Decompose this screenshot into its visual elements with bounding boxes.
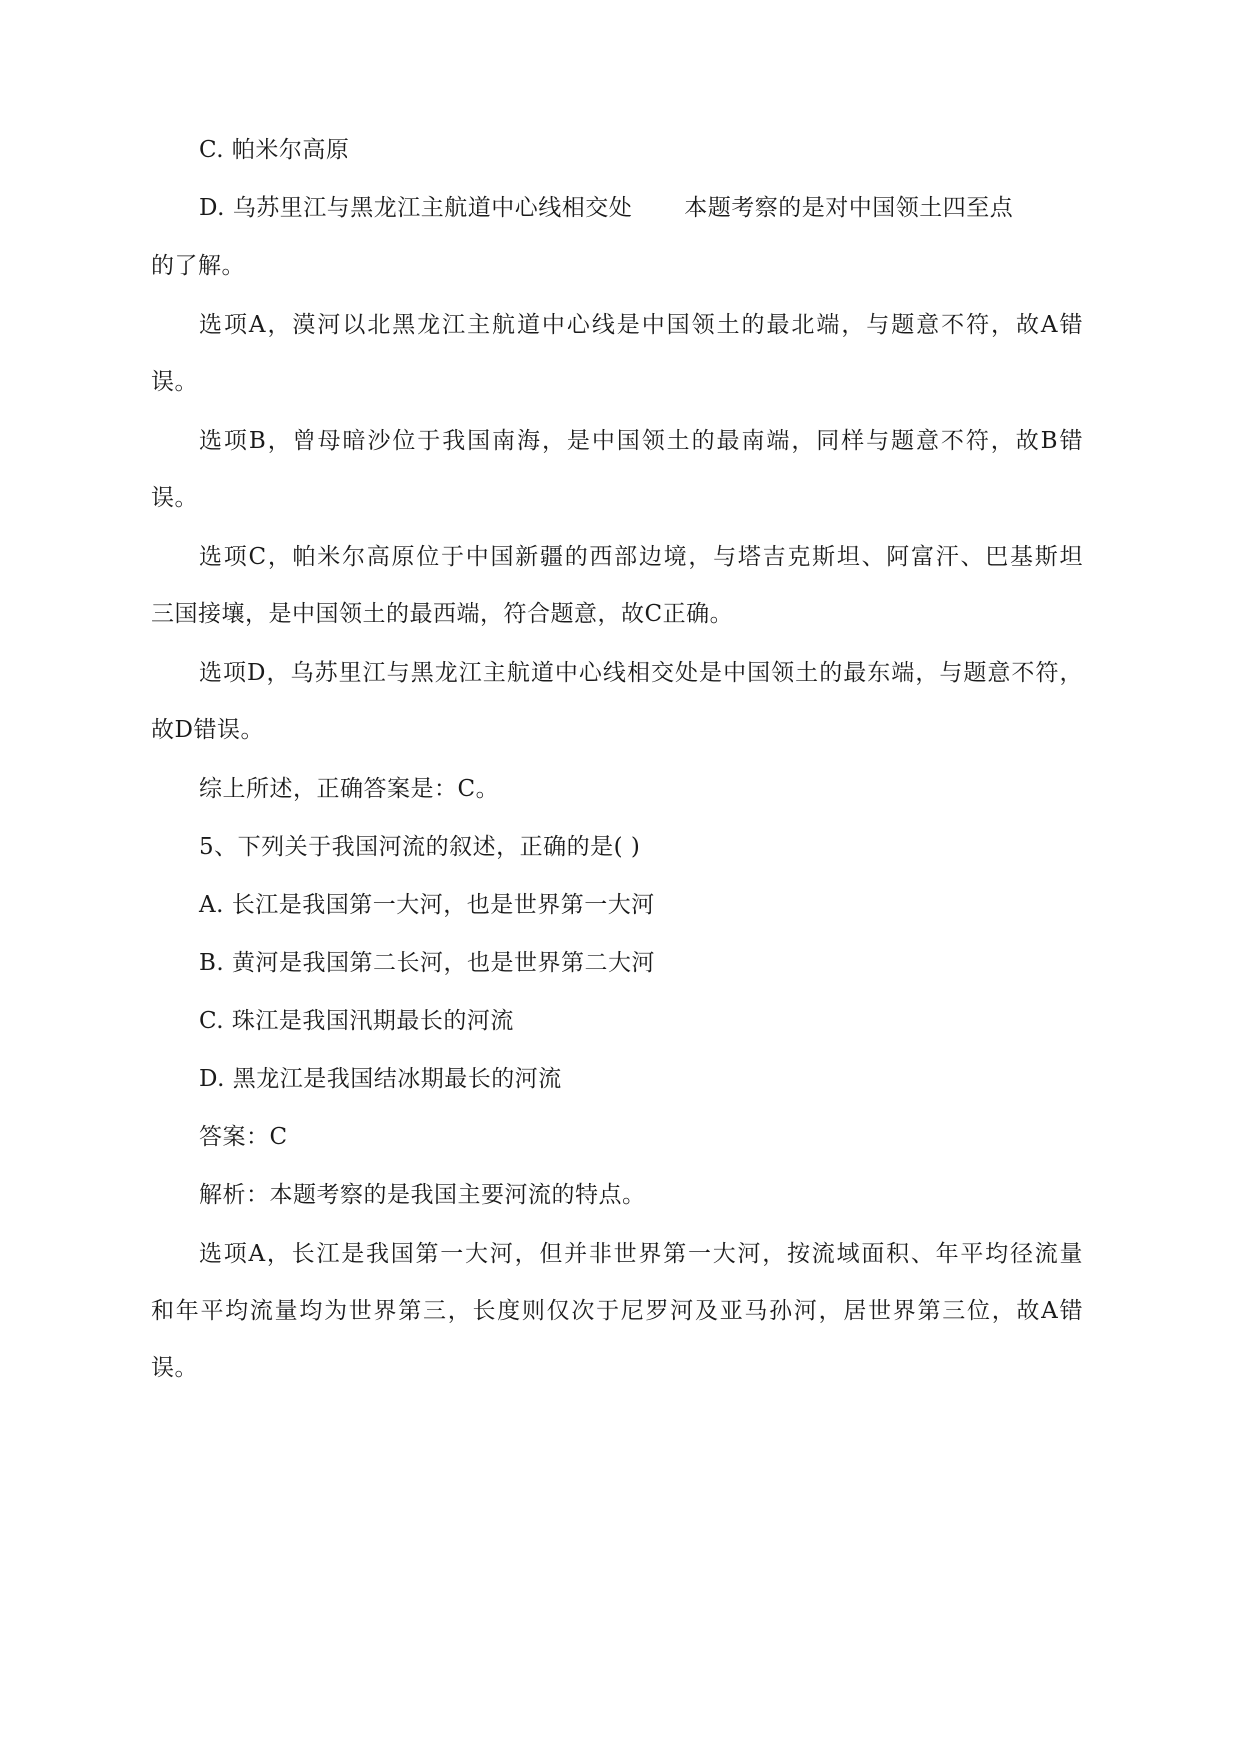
q5-answer: 答案：C: [199, 1124, 288, 1150]
q4-explain-d-line1: 选项D，乌苏里江与黑龙江主航道中心线相交处是中国领土的最东端，与题意不符，: [199, 660, 1083, 686]
q5-option-b: B. 黄河是我国第二长河，也是世界第二大河: [199, 950, 656, 976]
q5-analysis: 解析：本题考察的是我国主要河流的特点。: [199, 1182, 646, 1208]
q5-option-c: C. 珠江是我国汛期最长的河流: [199, 1008, 514, 1034]
q4-option-c: C. 帕米尔高原: [199, 137, 350, 163]
q4-analysis-intro-cont: 的了解。: [151, 253, 245, 279]
q5-explain-a-line1: 选项A，长江是我国第一大河，但并非世界第一大河，按流域面积、年平均径流量: [199, 1241, 1083, 1267]
q4-explain-d-line2: 故D错误。: [151, 717, 264, 743]
q5-question: 5、下列关于我国河流的叙述，正确的是( ): [199, 834, 641, 860]
q4-option-d-line: [199, 193, 1013, 223]
q4-explain-b-line1: 选项B，曾母暗沙位于我国南海，是中国领土的最南端，同样与题意不符，故B错: [199, 428, 1083, 454]
q4-explain-c-line1: 选项C，帕米尔高原位于中国新疆的西部边境，与塔吉克斯坦、阿富汗、巴基斯坦: [199, 544, 1083, 570]
q5-explain-a-line3: 误。: [151, 1355, 198, 1381]
q4-explain-a-line1: 选项A，漠河以北黑龙江主航道中心线是中国领土的最北端，与题意不符，故A错: [199, 312, 1083, 338]
q5-option-d: D. 黑龙江是我国结冰期最长的河流: [199, 1066, 562, 1092]
q5-option-a: A. 长江是我国第一大河，也是世界第一大河: [199, 892, 655, 918]
q4-explain-a-line2: 误。: [151, 369, 198, 395]
q4-option-d: D. 乌苏里江与黑龙江主航道中心线相交处: [199, 195, 633, 221]
q4-explain-c-line2: 三国接壤，是中国领土的最西端，符合题意，故C正确。: [151, 601, 734, 627]
q4-analysis-intro: 本题考察的是对中国领土四至点: [684, 195, 1014, 221]
q4-explain-b-line2: 误。: [151, 485, 198, 511]
q4-summary: 综上所述，正确答案是：C。: [199, 776, 500, 802]
q5-explain-a-line2: 和年平均流量均为世界第三，长度则仅次于尼罗河及亚马孙河，居世界第三位，故A错: [151, 1298, 1083, 1324]
